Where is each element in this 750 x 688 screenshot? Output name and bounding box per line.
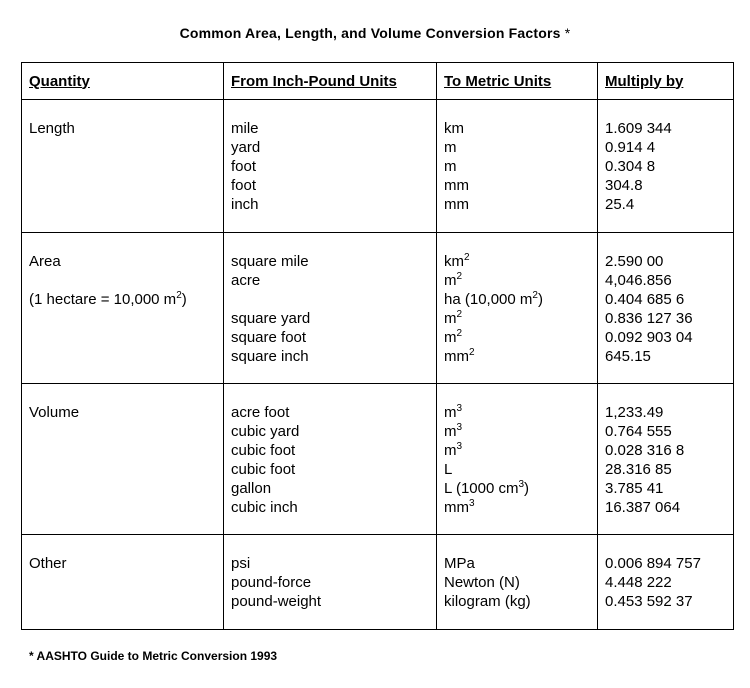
header-quantity <box>22 63 224 100</box>
from-unit-cell <box>224 100 437 233</box>
header-multiply <box>598 63 734 100</box>
to-unit <box>444 403 597 422</box>
quantity-label: Area <box>29 253 61 270</box>
to-unit-superscript: 2 <box>532 290 538 301</box>
quantity-note-close: ) <box>181 291 187 308</box>
to-unit-text: kilogram (kg) <box>444 593 531 610</box>
to-unit-cell <box>437 100 598 233</box>
from-unit-cell <box>224 233 437 384</box>
factor-value: 0.006 894 757 <box>605 555 701 572</box>
to-unit-superscript: 3 <box>469 498 475 509</box>
from-unit-cell <box>224 535 437 630</box>
to-unit <box>444 592 597 611</box>
to-unit <box>444 271 597 290</box>
factor-value: 28.316 85 <box>605 461 672 478</box>
to-unit <box>444 554 597 573</box>
factor-value: 0.836 127 36 <box>605 310 693 327</box>
title-text: Common Area, Length, and Volume Conversion Factors <box>179 25 561 41</box>
factor-value: 0.914 4 <box>605 139 656 156</box>
from-unit: mile <box>231 120 259 137</box>
quantity-label: Volume <box>29 404 80 421</box>
to-unit-text: m <box>444 442 457 459</box>
quantity-label: Length <box>29 120 75 137</box>
from-unit: gallon <box>231 480 272 497</box>
factor-value: 0.453 592 37 <box>605 593 693 610</box>
factor-value: 0.404 685 6 <box>605 291 685 308</box>
title-footnote-mark: * <box>564 25 571 41</box>
to-unit-superscript: 3 <box>456 422 463 433</box>
page-title <box>0 25 750 41</box>
header-to <box>437 63 598 100</box>
factor-value: 25.4 <box>605 196 635 213</box>
to-unit <box>444 176 597 195</box>
to-unit-text: m <box>444 139 457 156</box>
quantity-note-superscript: 2 <box>176 290 182 301</box>
factor-value: 3.785 41 <box>605 480 664 497</box>
to-unit-text: mm <box>444 177 469 194</box>
header-quantity-label: Quantity <box>29 72 90 90</box>
from-unit: pound-weight <box>231 593 322 610</box>
section-other <box>22 535 734 630</box>
to-unit-text: km <box>444 253 464 270</box>
to-unit <box>444 157 597 176</box>
factor-cell <box>598 535 734 630</box>
factor-value: 16.387 064 <box>605 499 681 516</box>
to-unit-text: ha (10,000 m <box>444 291 533 308</box>
factor-value: 0.092 903 04 <box>605 329 693 346</box>
header-row <box>22 63 734 100</box>
factor-cell <box>598 100 734 233</box>
quantity-note-text: (1 hectare = 10,000 m <box>29 291 177 308</box>
to-unit <box>444 138 597 157</box>
factor-cell <box>598 233 734 384</box>
quantity-cell <box>22 384 224 535</box>
section-volume <box>22 384 734 535</box>
from-unit: pound-force <box>231 574 312 591</box>
to-unit-text: km <box>444 120 464 137</box>
to-unit-superscript: 2 <box>456 271 463 282</box>
quantity-cell <box>22 535 224 630</box>
to-unit-text: mm <box>444 348 469 365</box>
to-unit-text: m <box>444 329 457 346</box>
from-unit: square yard <box>231 310 311 327</box>
from-unit: foot <box>231 177 257 194</box>
header-multiply-label: Multiply by <box>605 72 684 90</box>
to-unit-close: ) <box>524 480 530 497</box>
to-unit-text: Newton (N) <box>444 574 520 591</box>
to-unit-text: L (1000 cm <box>444 480 519 497</box>
from-unit: square mile <box>231 253 309 270</box>
factor-value: 1,233.49 <box>605 404 664 421</box>
factor-value: 4.448 222 <box>605 574 672 591</box>
to-unit <box>444 252 597 271</box>
to-unit <box>444 119 597 138</box>
from-unit: inch <box>231 196 259 213</box>
from-unit: psi <box>231 555 251 572</box>
to-unit-text: mm <box>444 196 469 213</box>
from-unit-cell <box>224 384 437 535</box>
from-unit: cubic inch <box>231 499 298 516</box>
section-length <box>22 100 734 233</box>
to-unit-superscript: 2 <box>464 252 470 263</box>
from-unit: square foot <box>231 329 307 346</box>
from-unit: foot <box>231 158 257 175</box>
conversion-table <box>21 62 734 630</box>
to-unit <box>444 195 597 214</box>
to-unit-text: m <box>444 310 457 327</box>
quantity-label: Other <box>29 555 67 572</box>
to-unit <box>444 290 597 309</box>
header-to-label: To Metric Units <box>444 72 552 90</box>
to-unit-superscript: 3 <box>456 441 463 452</box>
factor-value: 4,046.856 <box>605 272 672 289</box>
factor-value: 304.8 <box>605 177 643 194</box>
header-from <box>224 63 437 100</box>
to-unit-superscript: 2 <box>456 328 463 339</box>
from-unit: square inch <box>231 348 309 365</box>
to-unit <box>444 441 597 460</box>
to-unit-superscript: 2 <box>456 309 463 320</box>
to-unit-close: ) <box>537 291 543 308</box>
factor-cell <box>598 384 734 535</box>
from-unit <box>231 290 436 309</box>
to-unit <box>444 498 597 517</box>
factor-value: 0.028 316 8 <box>605 442 685 459</box>
to-unit <box>444 328 597 347</box>
to-unit-superscript: 3 <box>518 479 525 490</box>
to-unit-text: m <box>444 423 457 440</box>
quantity-cell <box>22 100 224 233</box>
to-unit-cell <box>437 233 598 384</box>
from-unit: yard <box>231 139 261 156</box>
to-unit <box>444 573 597 592</box>
to-unit-text: MPa <box>444 555 475 572</box>
quantity-note <box>29 290 223 309</box>
section-area <box>22 233 734 384</box>
factor-value: 1.609 344 <box>605 120 672 137</box>
footnote: * AASHTO Guide to Metric Conversion 1993 <box>29 649 278 663</box>
to-unit <box>444 422 597 441</box>
factor-value: 0.764 555 <box>605 423 672 440</box>
to-unit <box>444 479 597 498</box>
to-unit-text: L <box>444 461 453 478</box>
from-unit: cubic foot <box>231 442 296 459</box>
from-unit: cubic yard <box>231 423 300 440</box>
from-unit: cubic foot <box>231 461 296 478</box>
to-unit-cell <box>437 384 598 535</box>
to-unit-text: m <box>444 272 457 289</box>
to-unit-superscript: 2 <box>469 347 475 358</box>
to-unit-text: mm <box>444 499 469 516</box>
to-unit-superscript: 3 <box>456 403 463 414</box>
to-unit <box>444 460 597 479</box>
to-unit-text: m <box>444 158 457 175</box>
to-unit-text: m <box>444 404 457 421</box>
from-unit: acre foot <box>231 404 290 421</box>
factor-value: 645.15 <box>605 348 651 365</box>
factor-value: 0.304 8 <box>605 158 656 175</box>
to-unit <box>444 309 597 328</box>
to-unit <box>444 347 597 366</box>
from-unit: acre <box>231 272 261 289</box>
factor-value: 2.590 00 <box>605 253 664 270</box>
quantity-cell <box>22 233 224 384</box>
quantity-spacer <box>29 271 223 290</box>
header-from-label: From Inch-Pound Units <box>231 72 397 90</box>
to-unit-cell <box>437 535 598 630</box>
